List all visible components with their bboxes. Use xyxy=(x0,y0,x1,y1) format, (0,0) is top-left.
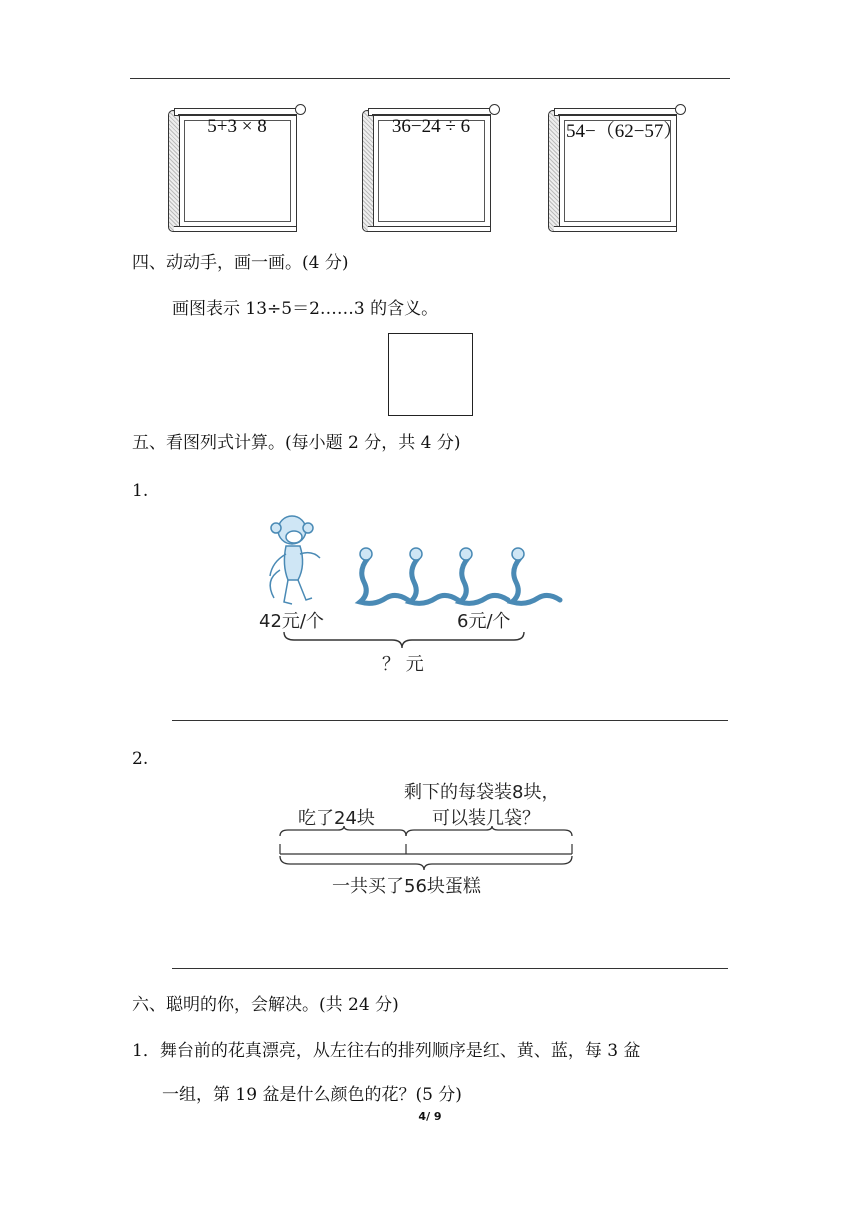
remaining-label-line1: 剩下的每袋装8块， xyxy=(404,782,560,803)
total-cake-label: 一共买了56块蛋糕 xyxy=(332,876,481,897)
snake-icon xyxy=(410,548,458,603)
expression: 36−24 ÷ 6 xyxy=(391,116,471,137)
section-4-heading: 四、动动手，画一画。(4 分) xyxy=(132,253,349,273)
remaining-label-line2: 可以装几袋？ xyxy=(432,808,540,829)
scroll-bottom-rod xyxy=(368,226,491,232)
top-brace-left xyxy=(280,826,406,836)
eaten-label: 吃了24块 xyxy=(298,808,375,829)
expression: 5+3 × 8 xyxy=(207,116,267,137)
scroll-panel-3 xyxy=(548,104,688,234)
top-brace-right xyxy=(406,826,572,836)
bottom-brace xyxy=(280,856,572,870)
scroll-panel-1 xyxy=(168,104,308,234)
answer-line-1[interactable] xyxy=(172,720,728,721)
question-number-1: 1. xyxy=(132,481,149,501)
total-price-label: ？ 元 xyxy=(382,654,424,675)
section-6-q1-line1: 1．舞台前的花真漂亮，从左往右的排列顺序是红、黄、蓝，每 3 盆 xyxy=(132,1041,641,1061)
section-4-prompt: 画图表示 13÷5＝2……3 的含义。 xyxy=(172,299,439,319)
monkey-icon xyxy=(270,516,320,604)
scroll-bottom-rod xyxy=(554,226,677,232)
total-brace xyxy=(284,632,524,648)
section-6-q1-line2: 一组，第 19 盆是什么颜色的花？(5 分) xyxy=(162,1085,462,1105)
snake-icon xyxy=(460,548,508,603)
expression: 54−（62−57） xyxy=(566,121,683,142)
header-rule xyxy=(130,78,730,79)
section-5-heading: 五、看图列式计算。(每小题 2 分，共 4 分) xyxy=(132,433,461,453)
section-6-heading: 六、聪明的你，会解决。(共 24 分) xyxy=(132,995,399,1015)
snake-icon xyxy=(512,548,560,603)
scroll-bottom-rod xyxy=(174,226,297,232)
monkey-price-label: 42元/个 xyxy=(259,611,324,632)
answer-line-2[interactable] xyxy=(172,968,728,969)
question-number-2: 2. xyxy=(132,749,149,769)
snake-price-label: 6元/个 xyxy=(457,611,511,632)
drawing-answer-box[interactable] xyxy=(388,333,473,416)
page-number: 4/ 9 xyxy=(418,1110,442,1123)
segment-diagram xyxy=(274,826,578,872)
scroll-panel-2 xyxy=(362,104,502,234)
snake-icon xyxy=(360,548,408,603)
